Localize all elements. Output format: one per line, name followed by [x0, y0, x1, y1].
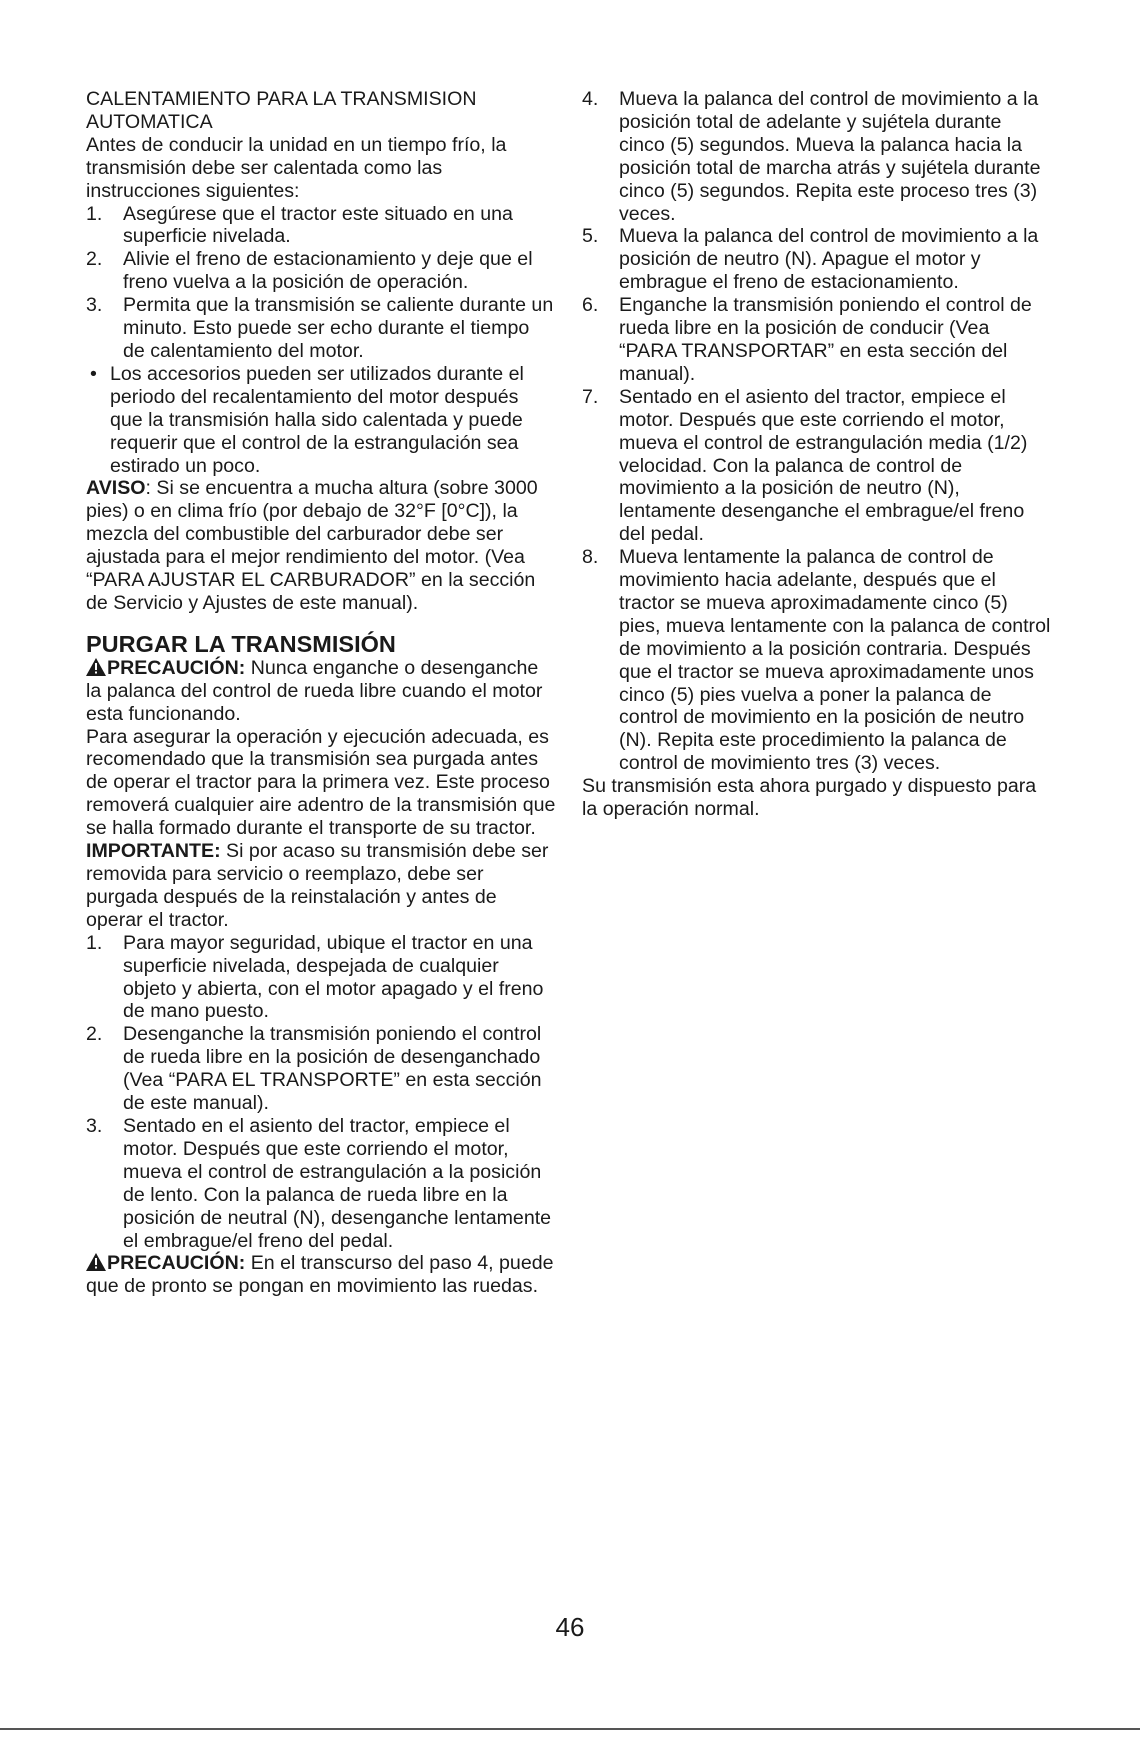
list-item [86, 932, 556, 1024]
bullet-marker: • [90, 362, 97, 385]
aviso-label: AVISO [86, 477, 146, 500]
page-number: 46 [555, 1612, 585, 1642]
warning-triangle-icon [86, 658, 106, 676]
bottom-rule [0, 1728, 1140, 1730]
step-text: Sentado en el asiento del tractor, empiece el motor. Después que este corriendo el motor, mueva el control de estrangulación a la posición de lento. Con la palanca de rueda libre en la posición de neutral (N), desenganche lentamente el embrague/el freno del pedal. [123, 1114, 552, 1252]
step-number: 8. [582, 546, 599, 569]
step-text: Mueva lentamente la palanca de control de movimiento hacia adelante, después que el tractor se mueva aproximadamente cinco (5) pies, mueva lentamente con la palanca de control de movimiento a la posición contraria. Después que el tractor se mueva aproximadamente unos cinco (5) pies vuelva a poner la palanca de control de movimiento en la posición de neutro (N). Repita este procedimiento la palanca de control de movimiento tres (3) veces. [619, 546, 1051, 775]
list-item [86, 294, 556, 363]
step-text: Alivie el freno de estacionamiento y deje que el freno vuelva a la posición de operación. [123, 248, 533, 294]
step-text: Asegúrese que el tractor este situado en una superficie nivelada. [123, 202, 513, 248]
step-text: Permita que la transmisión se caliente durante un minuto. Esto puede ser echo durante el tiempo de calentamiento del motor. [123, 294, 554, 362]
purge-intro: Para asegurar la operación y ejecución adecuada, es recomendado que la transmisión sea purgada antes de operar el tractor para la primera vez. Este proceso removerá cualquier aire adentro de la transmisión que se halla formado durante el transporte de su tractor. [86, 725, 556, 840]
warmup-heading-line-2: AUTOMATICA [86, 110, 213, 133]
step-text: Sentado en el asiento del tractor, empiece el motor. Después que este corriendo el motor, mueva el control de estrangulación media (1/2) velocidad. Con la palanca de control de movimiento a la posición de neutro (N), lentamente desenganche el embrague/el freno del pedal. [619, 385, 1028, 546]
step-text: Para mayor seguridad, ubique el tractor en una superficie nivelada, despejada de cualquier objeto y abierta, con el motor apagado y el freno de mano puesto. [123, 931, 544, 1023]
warning-triangle-icon [86, 1253, 106, 1271]
list-item [86, 203, 556, 249]
left-column [86, 88, 556, 1298]
closing-paragraph: Su transmisión esta ahora purgado y dispuesto para la operación normal. [582, 775, 1037, 821]
step-number: 3. [86, 1114, 103, 1137]
list-item [582, 88, 1052, 225]
right-column [582, 88, 1052, 821]
caution-text: En el transcurso del paso 4, puede que de pronto se pongan en movimiento las ruedas. [86, 1252, 554, 1298]
step-number: 2. [86, 248, 103, 271]
caution-label: PRECAUCIÓN: [107, 1252, 246, 1275]
step-text: Mueva la palanca del control de movimiento a la posición de neutro (N). Apague el motor y embrague el freno de estacionamiento. [619, 225, 1039, 294]
list-item [582, 225, 1052, 294]
bullet-text: Los accesorios pueden ser utilizados durante el periodo del recalentamiento del motor después que la transmisión halla sido calentada y puede requerir que el control de la estrangulación sea estirado un poco. [110, 362, 524, 477]
important-text: Si por acaso su transmisión debe ser removida para servicio o reemplazo, debe ser purgada después de la reinstalación y antes de operar el tractor. [86, 840, 549, 931]
step-number: 7. [582, 385, 599, 408]
important-label: IMPORTANTE: [86, 840, 221, 863]
important-paragraph [86, 840, 556, 932]
caution-label: PRECAUCIÓN: [107, 656, 246, 679]
purge-steps-list [86, 932, 556, 1253]
list-item [86, 248, 556, 294]
aviso-text: : Si se encuentra a mucha altura (sobre 3000 pies) o en clima frío (por debajo de 32°F [0°C]), la mezcla del combustible del carburador debe ser ajustada para el mejor rendimiento del motor. (Vea “PARA AJUSTAR EL CARBURADOR” en la sección de Servicio y Ajustes de este manual). [86, 477, 538, 614]
aviso-paragraph [86, 477, 556, 614]
purge-section-title: PURGAR LA TRANSMISIÓN [86, 630, 396, 657]
warmup-heading-line-1: CALENTAMIENTO PARA LA TRANSMISION [86, 88, 477, 110]
list-item [582, 294, 1052, 386]
caution-text: Nunca enganche o desenganche la palanca del control de rueda libre cuando el motor esta funcionando. [86, 656, 543, 725]
step-number: 1. [86, 202, 103, 225]
step-text: Enganche la transmisión poniendo el control de rueda libre en la posición de conducir (Vea “PARA TRANSPORTAR” en esta sección del manual). [619, 294, 1032, 385]
list-item [86, 1115, 556, 1252]
list-item [582, 386, 1052, 546]
caution-paragraph-1 [86, 657, 556, 726]
step-text: Mueva la palanca del control de movimiento a la posición total de adelante y sujétela durante cinco (5) segundos. Mueva la palanca hacia la posición total de marcha atrás y sujétela durante cinco (5) segundos. Repita este proceso tres (3) veces. [619, 88, 1041, 225]
warmup-steps-list [86, 203, 556, 363]
list-item [86, 1023, 556, 1115]
step-number: 2. [86, 1023, 103, 1046]
list-item [582, 546, 1052, 775]
warmup-intro: Antes de conducir la unidad en un tiempo frío, la transmisión debe ser calentada como las instrucciones siguientes: [86, 133, 507, 202]
step-number: 6. [582, 294, 599, 317]
caution-paragraph-2 [86, 1252, 556, 1298]
list-item [86, 363, 556, 478]
step-number: 1. [86, 931, 103, 954]
purge-steps-continued-list [582, 88, 1052, 775]
warmup-bullet-list [86, 363, 556, 478]
step-number: 5. [582, 225, 599, 248]
step-number: 4. [582, 88, 599, 110]
step-number: 3. [86, 294, 103, 317]
step-text: Desenganche la transmisión poniendo el control de rueda libre en la posición de desenganchado (Vea “PARA EL TRANSPORTE” en esta sección de este manual). [123, 1023, 542, 1115]
